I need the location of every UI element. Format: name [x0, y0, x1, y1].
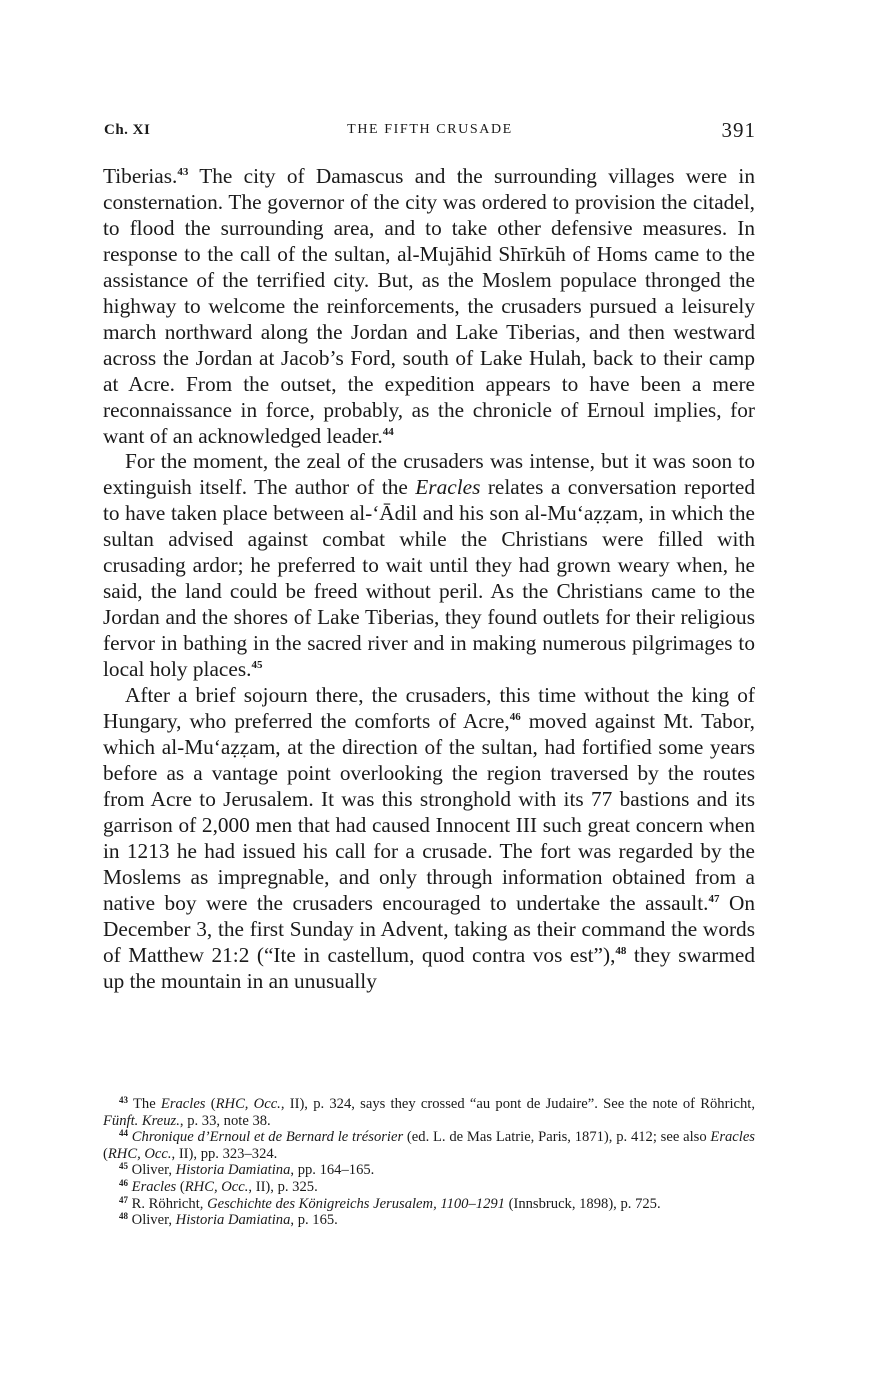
footnote-ref[interactable]: 45 — [251, 659, 263, 672]
footnote-43: $^{43}$ The Eracles (RHC, Occ., II), p. 324, says they crossed “au pont de Judaire”. See the note of Röhricht, Fünft. Kreuz., p. 33, note 38. — [103, 1095, 755, 1129]
footnote-ref[interactable]: 43 — [177, 166, 189, 178]
chapter-label: Ch. XI — [104, 122, 151, 138]
running-title: THE FIFTH CRUSADE — [347, 122, 513, 137]
footnote-ref[interactable]: 48 — [615, 944, 627, 957]
footnote-ref[interactable]: 46 — [509, 711, 521, 724]
footnote-48: $^{48}$ Oliver, Historia Damiatina, p. 165. — [119, 1211, 338, 1229]
paragraph-1: Tiberias.$^{43}$ The city of Damascus and the surrounding villages were in consternation. The governor of the city was ordered to provision the citadel, to flood the surrounding area, and to take other defensive measures. In response to the call of the sultan, al-Mujāhid Shīrkūh of Homs came to the assistance of the terrified city. But, as the Moslem populace thronged the highway to welcome the reinforcements, the crusaders pursued a leisurely march northward along the Jordan and Lake Tiberias, and then westward across the Jordan at Jacob’s Ford, south of Lake Hulah, back to their camp at Acre. From the outset, the expedition appears to have been a mere reconnaissance in force, probably, as the chronicle of Ernoul implies, for want of an acknowledged leader.$^{44}$ — [103, 164, 755, 448]
footnote-44: $^{44}$ Chronique d’Ernoul et de Bernard le trésorier (ed. L. de Mas Latrie, Paris, 1871), p. 412; see also Eracles (RHC, Occ., II), pp. 323–324. — [103, 1128, 755, 1162]
footnote-45: $^{45}$ Oliver, Historia Damiatina, pp. 164–165. — [119, 1161, 375, 1179]
footnotes — [103, 1096, 755, 1229]
running-header — [104, 118, 756, 148]
main-text — [103, 164, 755, 995]
footnote-47: $^{47}$ R. Röhricht, Geschichte des Königreichs Jerusalem, 1100–1291 (Innsbruck, 1898), p. 725. — [119, 1194, 661, 1212]
paragraph-2: For the moment, the zeal of the crusaders was intense, but it was soon to extinguish itself. The author of the Eracles relates a conversation reported to have taken place between al-‘Ādil and his son al-Mu‘aẓẓam, in which the sultan advised against combat while the Christians were filled with crusading ardor; he preferred to wait until they had grown weary when, he said, the land could be freed without peril. As the Christians came to the Jordan and the shores of Lake Tiberias, they found outlets for their religious fervor in bathing in the sacred river and in making numerous pilgrimages to local holy places.$^{45}$ — [103, 449, 755, 682]
footnote-ref[interactable]: 44 — [382, 425, 394, 438]
page-number: 391 — [721, 118, 756, 142]
footnote-ref[interactable]: 47 — [708, 892, 720, 905]
footnote-46: $^{46}$ Eracles (RHC, Occ., II), p. 325. — [119, 1177, 318, 1195]
paragraph-3: After a brief sojourn there, the crusaders, this time without the king of Hungary, who preferred the comforts of Acre,$^{46}$ moved against Mt. Tabor, which al-Mu‘aẓẓam, at the direction of the sultan, had fortified some years before as a vantage point overlooking the region traversed by the routes from Acre to Jerusalem. It was this stronghold with its 77 bastions and its garrison of 2,000 men that had caused Innocent III such great concern when in 1213 he had issued his call for a crusade. The fort was regarded by the Moslems as impregnable, and only through information obtained from a native boy were the crusaders encouraged to undertake the assault.$^{47}$ On December 3, the first Sunday in Advent, taking as their command the words of Matthew 21:2 (“Ite in castellum, quod contra vos est”),$^{48}$ they swarmed up the mountain in an unusually — [103, 683, 756, 993]
